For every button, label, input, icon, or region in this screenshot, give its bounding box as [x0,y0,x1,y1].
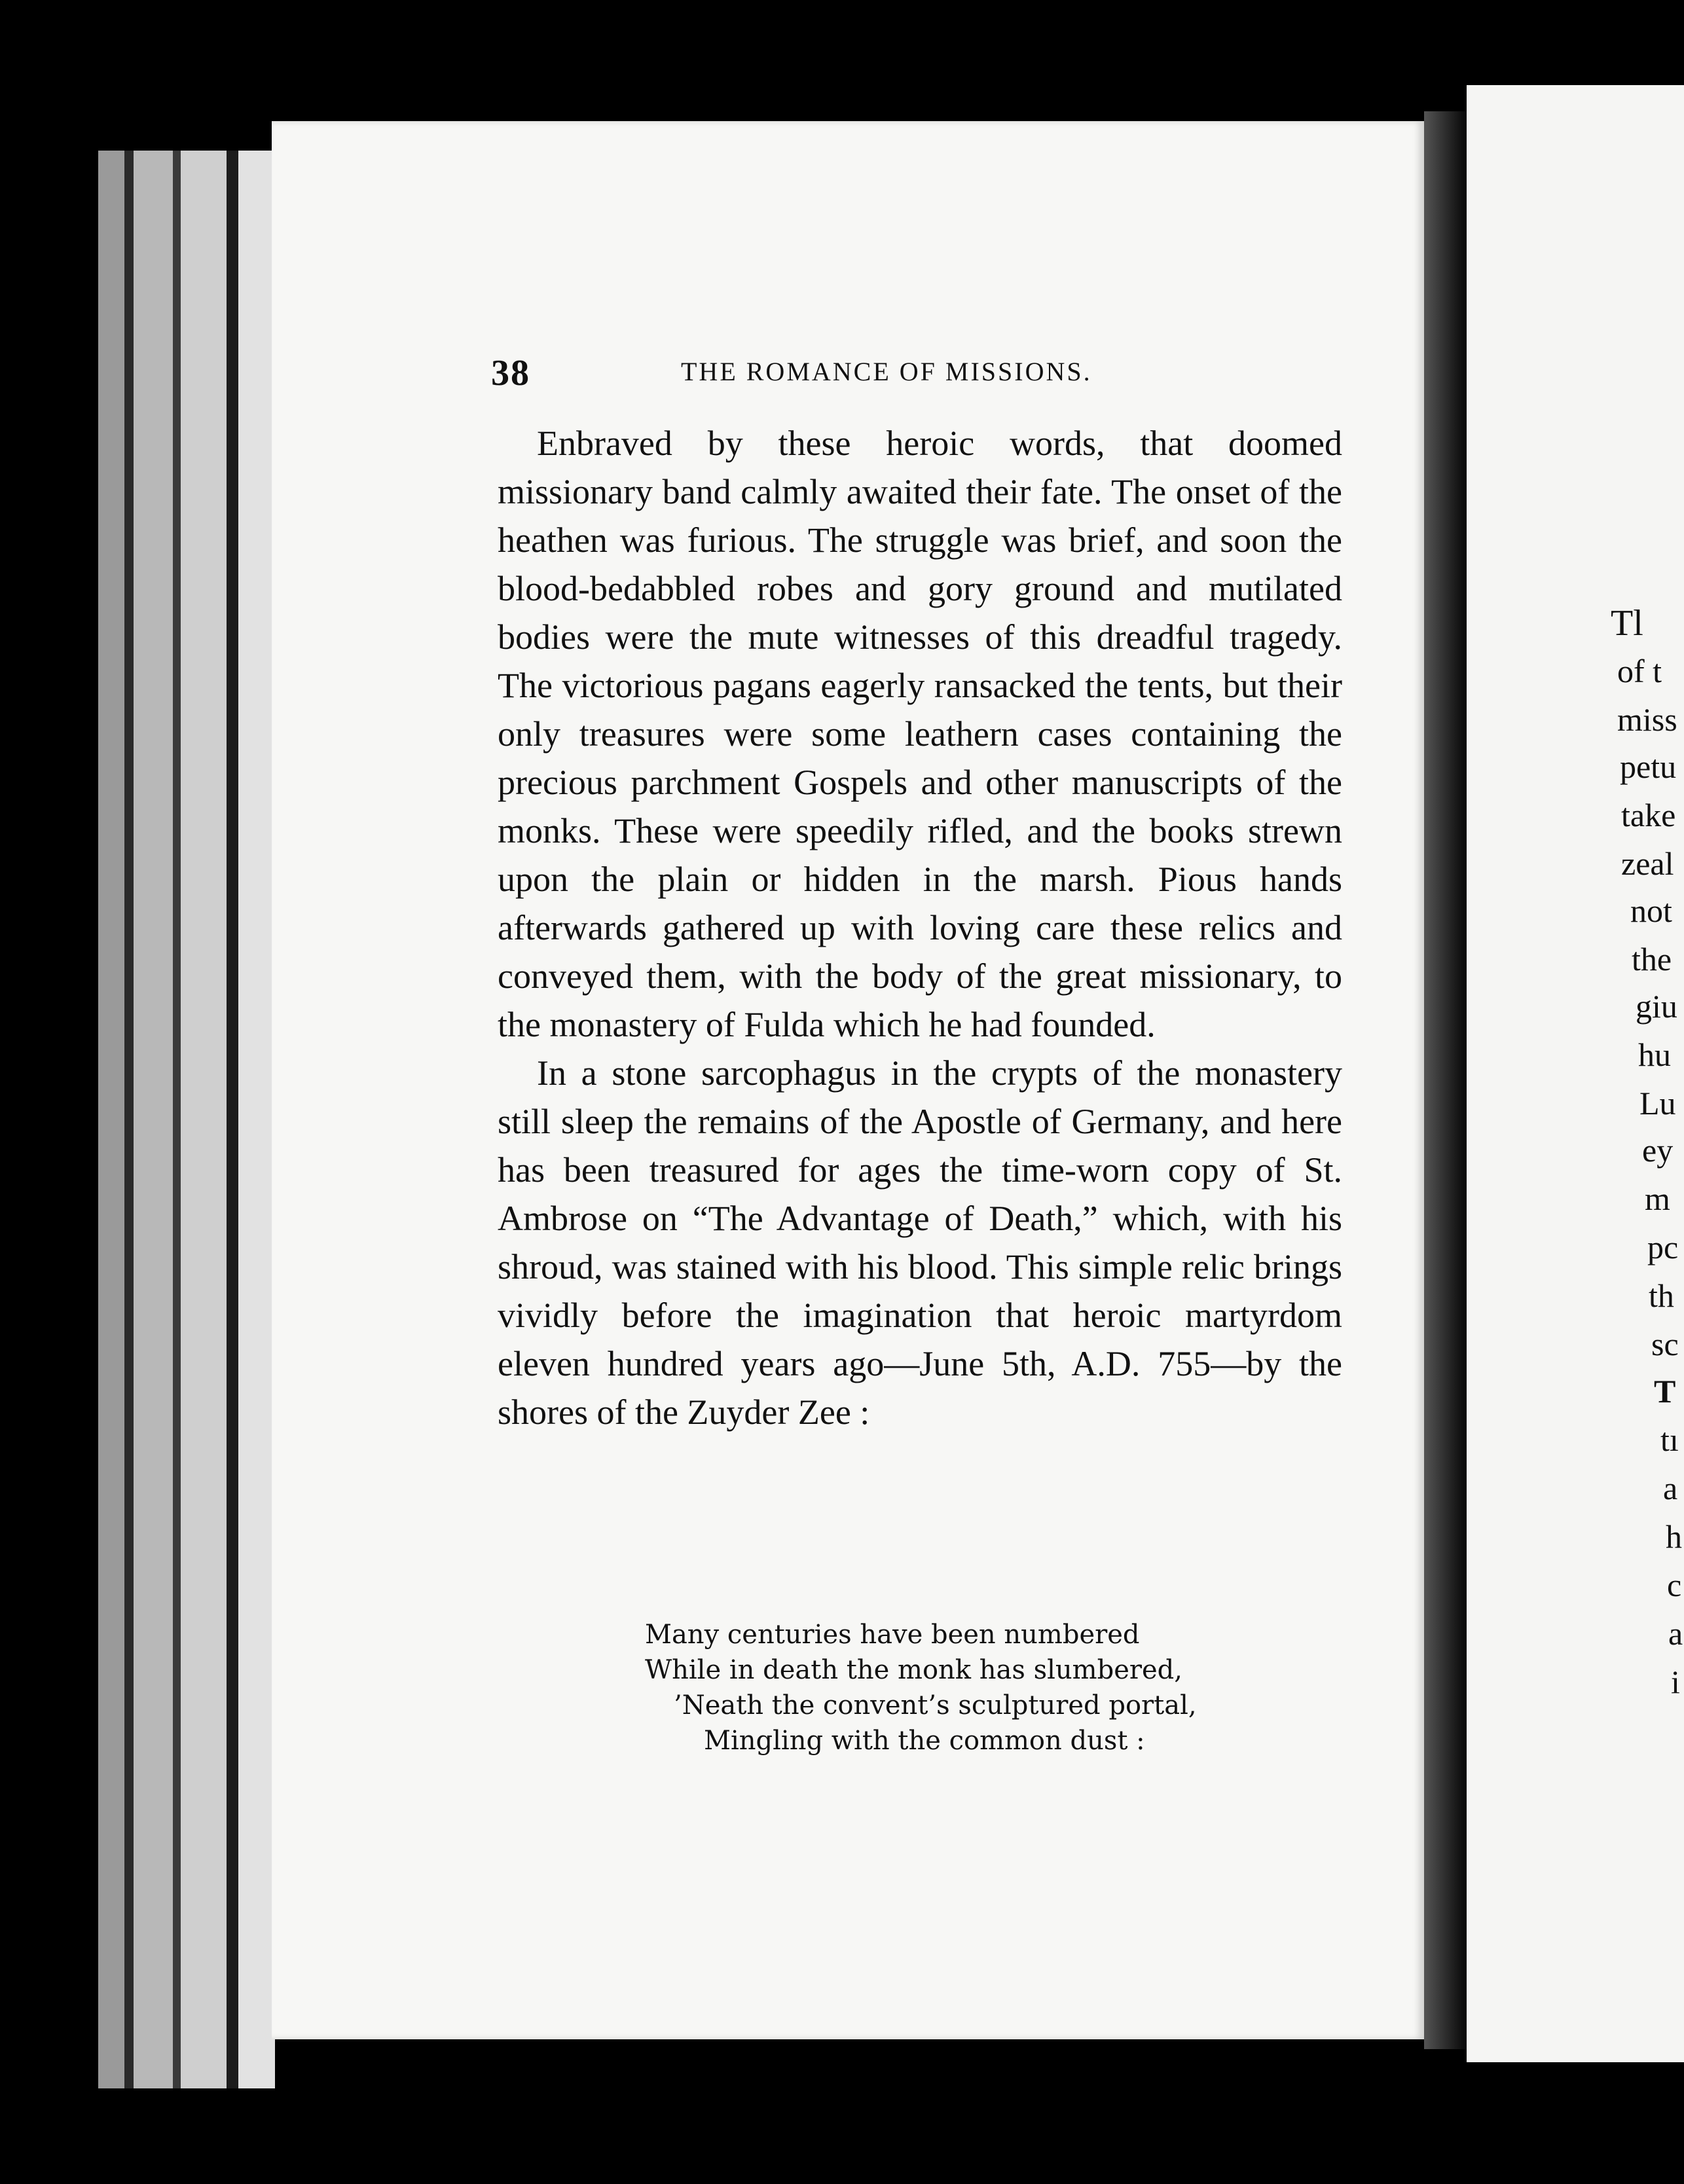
paragraph: In a stone sarcophagus in the crypts of the monastery still sleep the remains of the Apostle of Germany, and here has been treasured for ages the time-worn copy of St. Ambrose on “The Advantage of Death,” which, with his shroud, was stained with his blood. This simple relic brings vividly before the imagination that heroic martyrdom eleven hundred years ago—June 5th, A.D. 755—by the shores of the Zuyder Zee : [498,1053,1342,1432]
facing-page-fragment: of t [1617,653,1662,689]
facing-page-fragment: not [1630,892,1672,929]
book-page-edges [98,151,275,2088]
facing-page-fragment: a [1663,1470,1678,1506]
facing-page-fragment: tı [1660,1421,1679,1458]
verse-line: ’Neath the convent’s sculptured portal, [674,1690,1197,1720]
facing-page [1467,85,1684,2062]
facing-page-fragment: T [1654,1373,1676,1410]
verse-line: While in death the monk has slumbered, [645,1655,1182,1685]
facing-page-fragment: miss [1617,701,1677,738]
facing-page-fragment: c [1667,1567,1682,1603]
book-gutter [1424,111,1470,2049]
facing-page-fragment: take [1621,797,1676,833]
verse-line: Many centuries have been numbered [645,1620,1140,1650]
facing-page-fragment: pc [1647,1229,1679,1265]
running-title: THE ROMANCE OF MISSIONS. [681,357,1092,386]
facing-page-fragment: th [1649,1277,1674,1314]
facing-page-fragment: hu [1638,1036,1671,1073]
facing-page-fragment: a [1668,1615,1683,1652]
verse-stanza [645,1617,1234,1758]
facing-page-fragment: sc [1651,1326,1679,1362]
facing-page-fragment: petu [1620,748,1677,785]
facing-page-fragment: i [1671,1664,1680,1700]
facing-page-fragment: ey [1642,1132,1674,1169]
page-number: 38 [491,353,530,393]
body-text [498,419,1342,1436]
paragraph: Enbraved by these heroic words, that doomed missionary band calmly awaited their fate. The onset of the heathen was furious. The struggle was brief, and soon the blood-bedabbled robes and gory ground and mutilated bodies were the mute witnesses of this dreadful tragedy. The victorious pagans eagerly ransacked the tents, but their only treasures were some leathern cases containing the precious parchment Gospels and other manuscripts of the monks. These were speedily rifled, and the books strewn upon the plain or hidden in the marsh. Pious hands afterwards gathered up with loving care these relics and conveyed them, with the body of the great missionary, to the monastery of Fulda which he had founded. [498,424,1342,1044]
facing-page-fragment: Lu [1639,1085,1676,1121]
verse-line: Mingling with the common dust : [704,1726,1145,1756]
facing-page-fragment: Tl [1611,603,1643,644]
facing-page-fragment: m [1645,1180,1670,1217]
facing-page-fragment: h [1666,1518,1682,1555]
facing-page-fragment: zeal [1621,845,1674,882]
facing-page-fragment: giu [1636,988,1677,1025]
facing-page-fragment: the [1632,941,1672,977]
